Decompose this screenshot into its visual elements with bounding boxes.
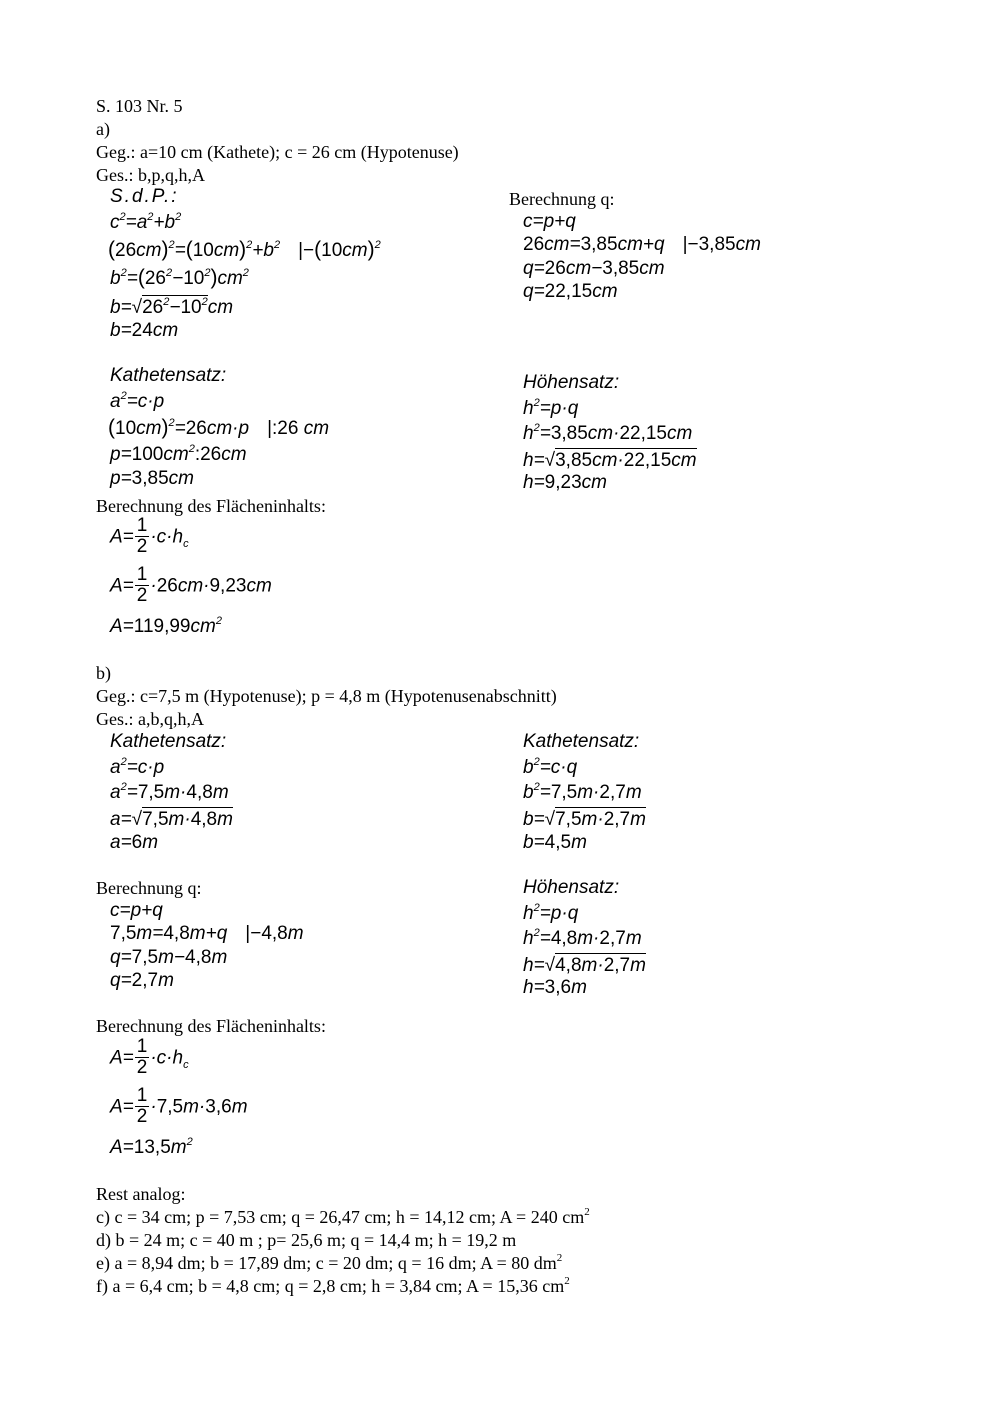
part-a-kathetensatz-title: Kathetensatz: [110, 365, 227, 386]
formula-line: $A=13,5m^2$ [110, 1136, 193, 1158]
squared-mark: 2 [556, 1252, 563, 1264]
formula-line: A= $\frac{1}{2}$ ·26cm·9,23cm [110, 564, 272, 606]
part-a-hoehensatz-title: Höhensatz: [523, 372, 620, 393]
formula-line: $b^2=(26^2-10^2)cm^2$ [110, 266, 249, 289]
formula-line: $(10cm)^2=26cm\cdot p$ |:26 cm [108, 416, 330, 439]
part-a-given: Geg.: a=10 cm (Kathete); c = 26 cm (Hypotenuse) [96, 142, 459, 162]
rest-line-text: f) a = 6,4 cm; b = 4,8 cm; q = 2,8 cm; h = 3,84 cm; A = 15,36 cm [96, 1276, 565, 1296]
formula-line: b=√7,5m·2,7m [523, 809, 646, 830]
formula-line: c=p+q [110, 900, 163, 921]
formula-line: h=3,6m [523, 977, 587, 998]
rest-line-d: d) b = 24 m; c = 40 m ; p= 25,6 m; q = 14,4 m; h = 19,2 m [96, 1230, 517, 1250]
formula-line: $a^2=c\cdot p$ [110, 390, 165, 412]
part-b-label: b) [96, 663, 111, 683]
formula-line: $h^2=4,8m\cdot 2,7m$ [523, 927, 642, 949]
sdp-title: S.d.P.: [110, 186, 179, 207]
formula-line: 7,5m=4,8m+q |−4,8m [110, 923, 304, 944]
formula-line: A= $\frac{1}{2}$ $\cdot c\cdot h_c$ [110, 515, 189, 557]
formula-line: $A=119,99cm^2$ [110, 615, 222, 637]
formula-line: 26cm=3,85cm+q |−3,85cm [523, 234, 761, 255]
formula-line: $h^2=p\cdot q$ [523, 397, 579, 419]
rest-line-c [96, 1207, 590, 1228]
formula-line: h=9,23cm [523, 472, 607, 493]
formula-line: p=3,85cm [110, 468, 194, 489]
formula-line: q=2,7m [110, 970, 174, 991]
formula-line: $c^2=a^2+b^2$ [110, 211, 182, 233]
formula-line: A= $\frac{1}{2}$ ·7,5m·3,6m [110, 1085, 248, 1127]
formula-line: q=22,15cm [523, 281, 618, 302]
rest-line-text: e) a = 8,94 dm; b = 17,89 dm; c = 20 dm; q = 16 dm; A = 80 dm [96, 1253, 557, 1273]
formula-line: c=p+q [523, 211, 576, 232]
part-b-sought: Ges.: a,b,q,h,A [96, 709, 204, 729]
formula-line: $(26cm)^2=(10cm)^2+b^2$ $|-(10cm)^2$ [108, 238, 381, 261]
formula-line: b=24cm [110, 320, 179, 341]
rest-line-e [96, 1253, 562, 1274]
part-a-sought: Ges.: b,p,q,h,A [96, 165, 205, 185]
part-b-given: Geg.: c=7,5 m (Hypotenuse); p = 4,8 m (Hypotenusenabschnitt) [96, 686, 557, 706]
formula-line: $h^2=p\cdot q$ [523, 902, 579, 924]
page-title: S. 103 Nr. 5 [96, 96, 183, 116]
part-b-q-title: Berechnung q: [96, 878, 202, 898]
formula-line: a=6m [110, 832, 159, 853]
formula-line: h=√3,85cm·22,15cm [523, 450, 697, 471]
formula-line: b=4,5m [523, 832, 587, 853]
part-a-label: a) [96, 119, 110, 139]
part-b-area-title: Berechnung des Flächeninhalts: [96, 1016, 326, 1036]
part-b-kathetensatz-title: Kathetensatz: [110, 731, 227, 752]
formula-line: h=√4,8m·2,7m [523, 955, 646, 976]
formula-line: $h^2=3,85cm\cdot 22,15cm$ [523, 422, 693, 444]
formula-line: A= $\frac{1}{2}$ $\cdot c\cdot h_c$ [110, 1036, 189, 1078]
formula-line: q=7,5m−4,8m [110, 947, 228, 968]
formula-line: $a^2=7,5m\cdot 4,8m$ [110, 781, 229, 803]
squared-mark: 2 [584, 1206, 590, 1218]
rest-title: Rest analog: [96, 1184, 186, 1204]
formula-line: $a^2=c\cdot p$ [110, 756, 165, 778]
rest-line-text: c) c = 34 cm; p = 7,53 cm; q = 26,47 cm; h = 14,12 cm; A = 240 cm [96, 1207, 585, 1227]
formula-line: a=√7,5m·4,8m [110, 809, 233, 830]
squared-mark: 2 [564, 1275, 570, 1287]
formula-line: $b^2=c\cdot q$ [523, 756, 578, 778]
part-a-q-title: Berechnung q: [509, 189, 615, 209]
part-b-hoehensatz-title: Höhensatz: [523, 877, 620, 898]
formula-line: $b=√26^2-10^2cm$ [110, 296, 234, 318]
formula-line: $p=100cm^2:26cm$ [110, 443, 247, 465]
formula-line: q=26cm−3,85cm [523, 258, 665, 279]
formula-line: $b^2=7,5m\cdot 2,7m$ [523, 781, 642, 803]
rest-line-f [96, 1276, 570, 1297]
part-b-kathetensatz-title-2: Kathetensatz: [523, 731, 640, 752]
part-a-area-title: Berechnung des Flächeninhalts: [96, 496, 326, 516]
